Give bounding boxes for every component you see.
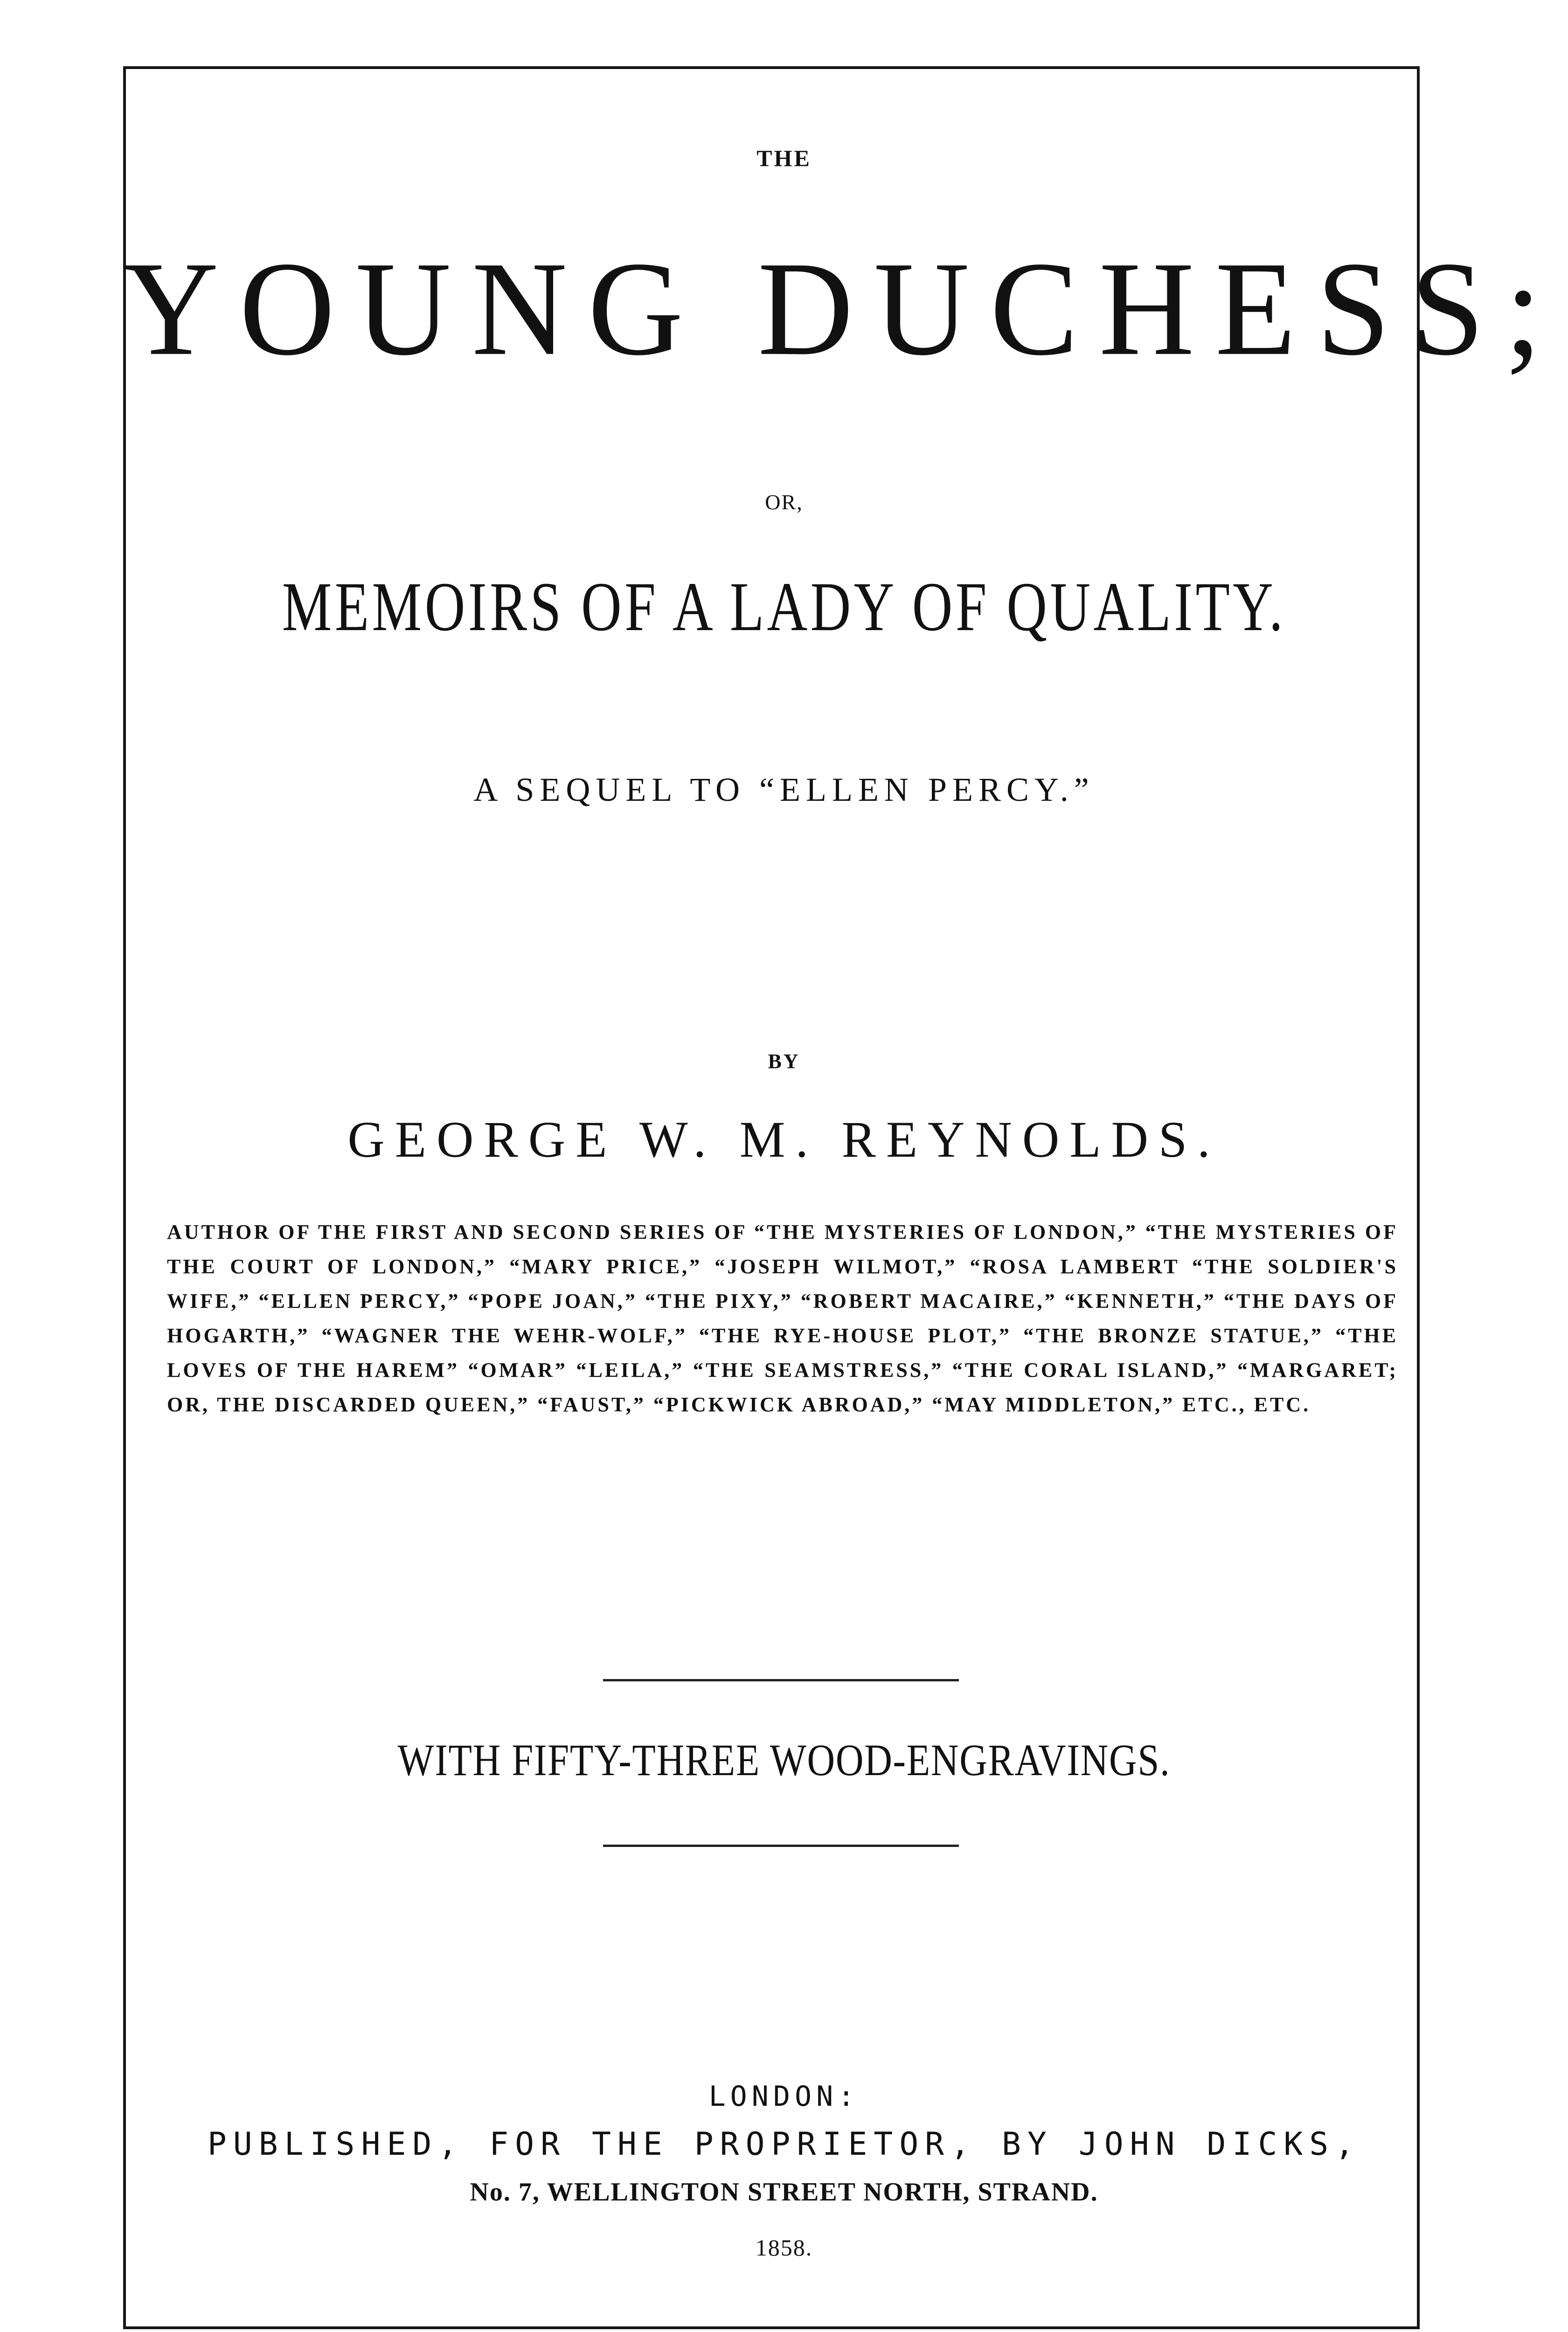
engravings-note: WITH FIFTY-THREE WOOD-ENGRAVINGS.	[397, 1735, 1171, 1785]
imprint-address: No. 7, WELLINGTON STREET NORTH, STRAND.	[470, 2178, 1098, 2207]
book-subtitle: MEMOIRS OF A LADY OF QUALITY.	[282, 568, 1286, 645]
imprint-publisher: PUBLISHED, FOR THE PROPRIETOR, BY JOHN DICKS,	[207, 2126, 1361, 2163]
page-border	[123, 66, 1420, 2329]
article-the: THE	[756, 145, 812, 171]
by-label: BY	[768, 1050, 800, 1073]
author-name: GEORGE W. M. REYNOLDS.	[347, 1111, 1221, 1168]
imprint-place: LONDON:	[708, 2080, 860, 2113]
or-connector: OR,	[765, 490, 803, 514]
book-title: YOUNG DUCHESS;	[123, 234, 1562, 384]
other-works-list: AUTHOR OF THE FIRST AND SECOND SERIES OF “THE MYSTERIES OF LONDON,” “THE MYSTERIES OF THE COURT OF LONDON,” “MARY PRICE,” “JOSEPH WILMOT,” “ROSA LAMBERT “THE SOLDIER'S WIFE,” “ELLEN PERCY,” “POPE JOAN,” “THE PIXY,” “ROBERT MACAIRE,” “KENNETH,” “THE DAYS OF HOGARTH,” “WAGNER THE WEHR-WOLF,” “THE RYE-HOUSE PLOT,” “THE BRONZE STATUE,” “THE LOVES OF THE HAREM” “OMAR” “LEILA,” “THE SEAMSTRESS,” “THE CORAL ISLAND,” “MARGARET; OR, THE DISCARDED QUEEN,” “FAUST,” “PICKWICK ABROAD,” “MAY MIDDLETON,” ETC., ETC.	[167, 1221, 1398, 1416]
divider-top	[603, 1679, 959, 1681]
divider-bottom	[603, 1845, 959, 1847]
sequel-note: A SEQUEL TO “ELLEN PERCY.”	[473, 771, 1095, 808]
imprint-year: 1858.	[755, 2235, 813, 2261]
